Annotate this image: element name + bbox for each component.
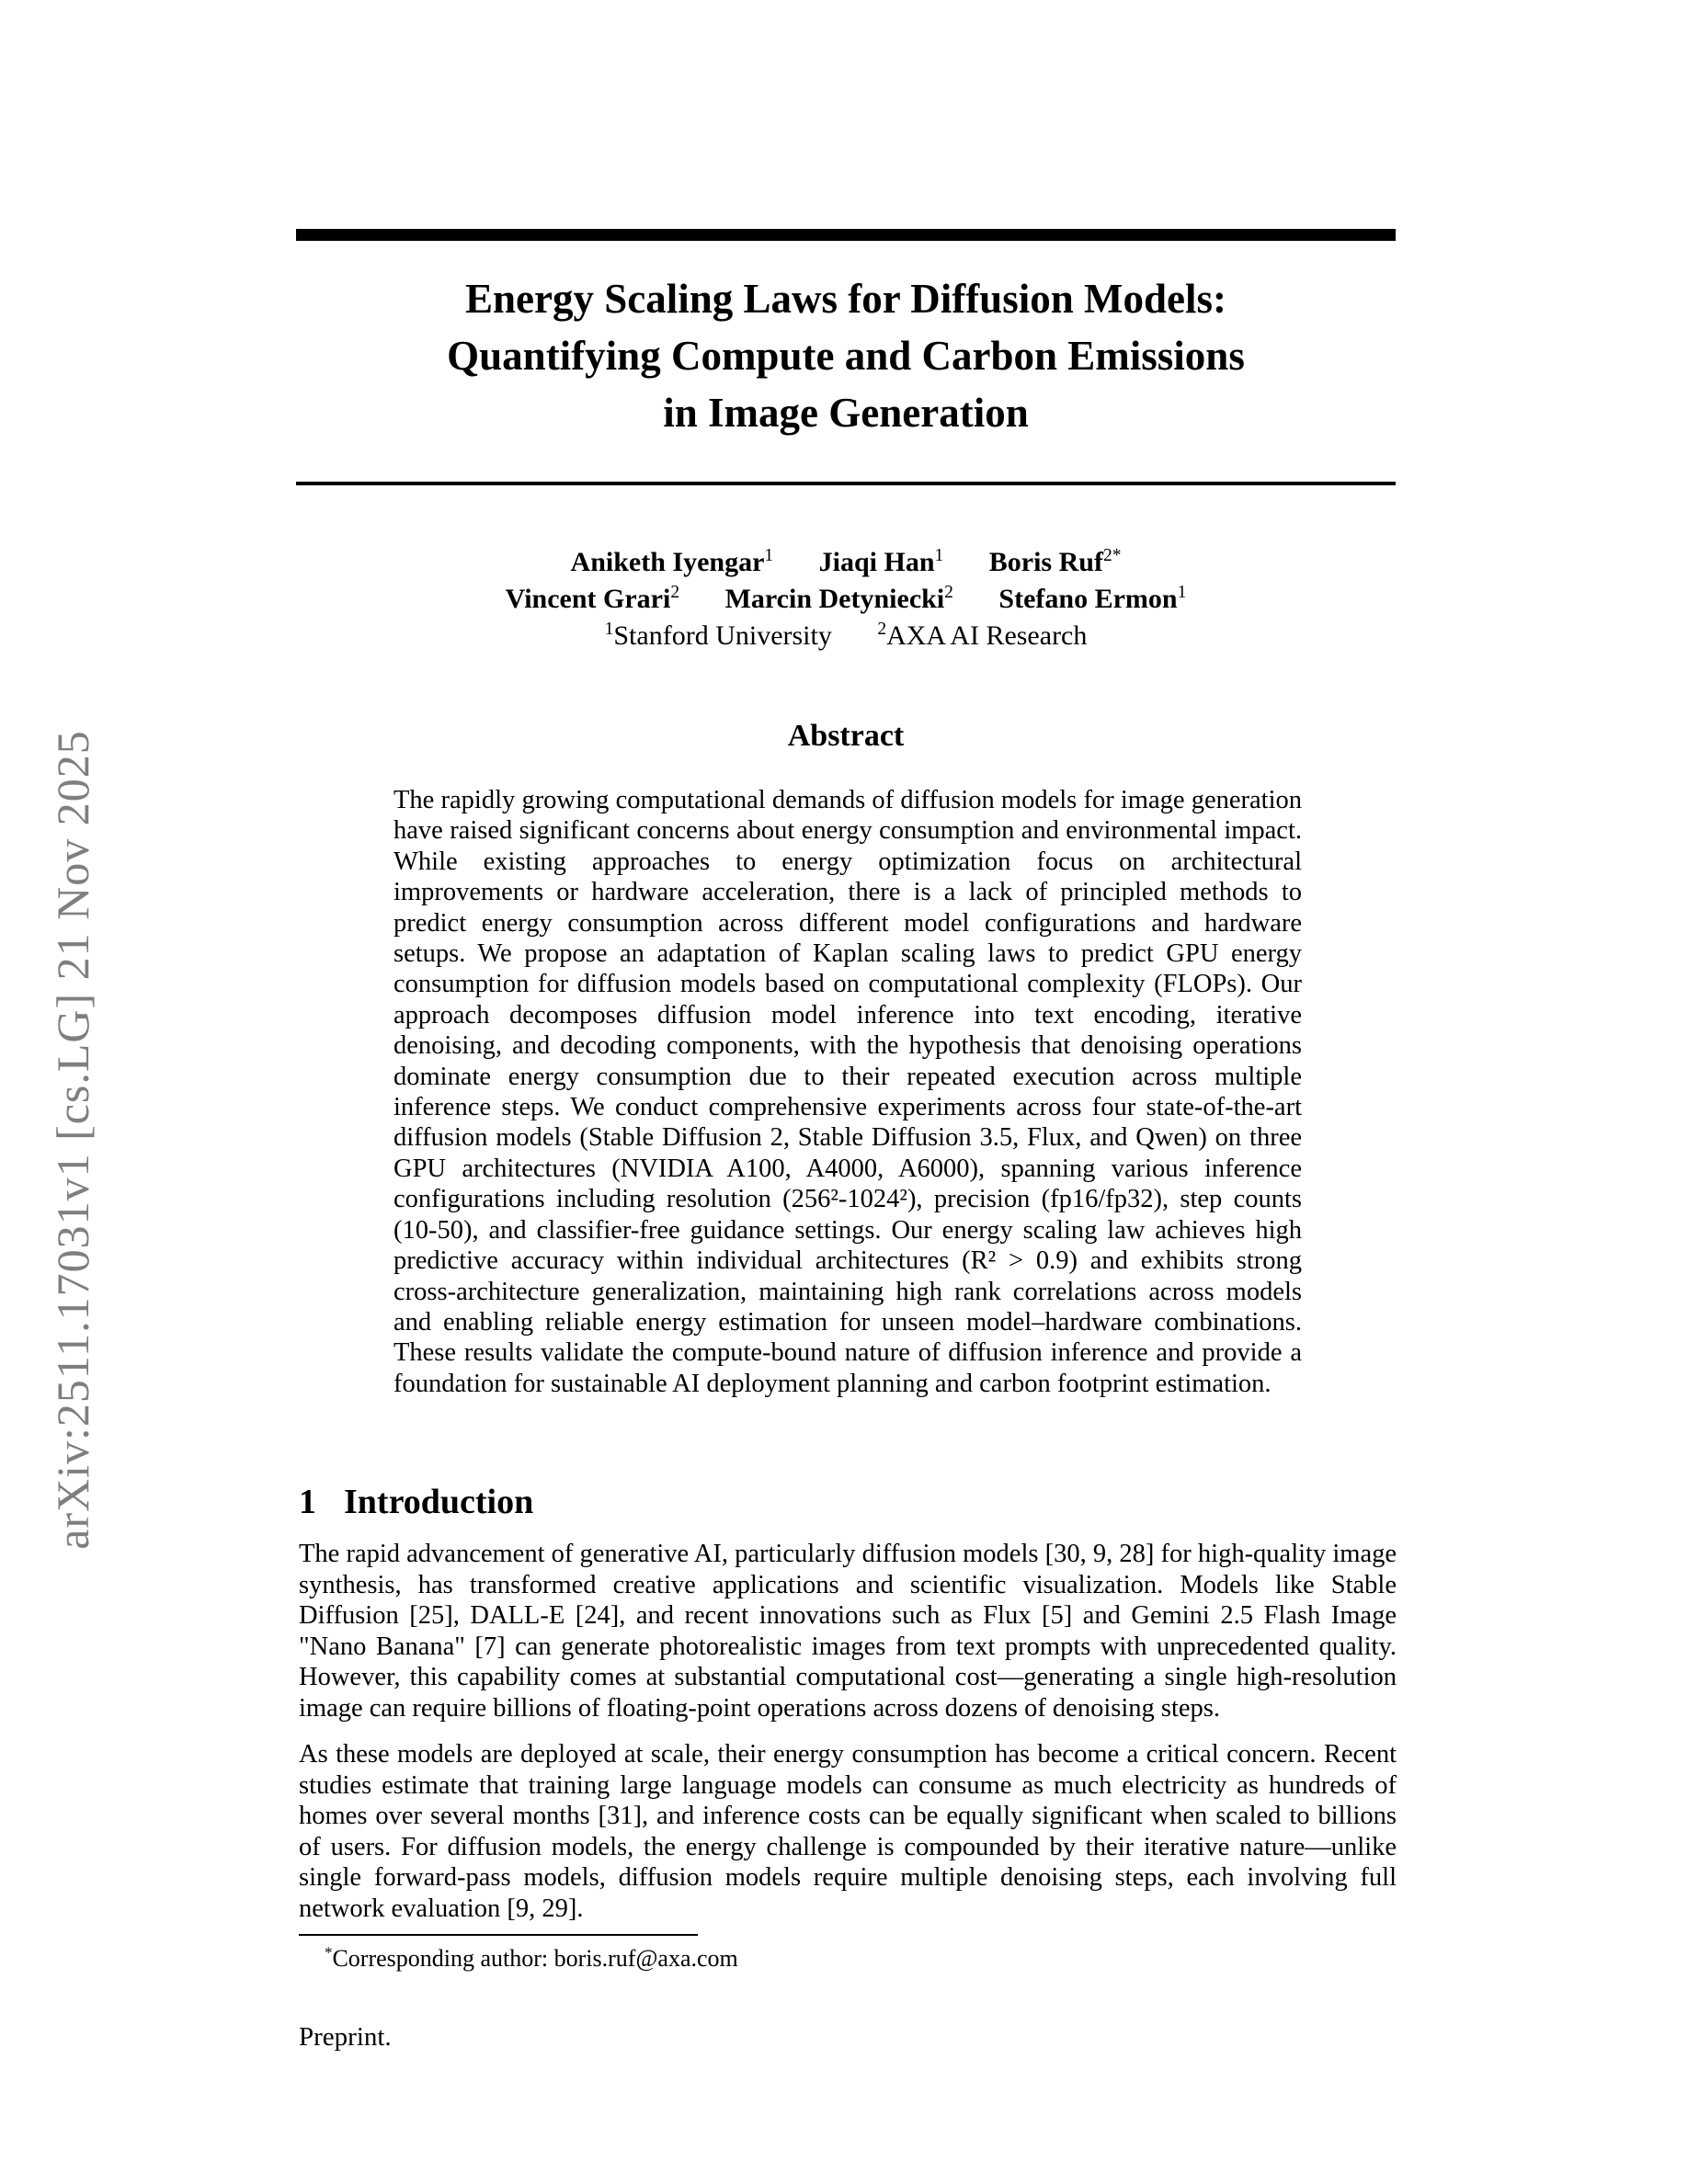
- footnote-text: Corresponding author: boris.ruf@axa.com: [332, 1945, 738, 1972]
- section-title: Introduction: [344, 1483, 534, 1521]
- authors-block: [296, 544, 1396, 654]
- author: [989, 544, 1122, 581]
- paper-title: [296, 270, 1396, 441]
- affiliation: [877, 618, 1087, 654]
- affiliation-superscript: 2: [877, 620, 887, 639]
- author-name: Marcin Detyniecki: [724, 584, 945, 614]
- preprint-label: Preprint.: [299, 2022, 392, 2052]
- author: [725, 581, 953, 618]
- section-heading: [299, 1482, 533, 1522]
- title-line-1: Energy Scaling Laws for Diffusion Models:: [465, 276, 1226, 322]
- intro-paragraph-1: The rapid advancement of generative AI, particularly diffusion models [30, 9, 28] for high-quality image synthesis, has transformed creative applications and scientific visualization. Models like Stable Diffusion [25], DALL-E [24], and recent innovations such as Flux [5] and Gemini 2.5 Flash Image "Nano Banana" [7] can generate photorealistic images from text prompts with unprecedented quality. However, this capability comes at substantial computational cost—generating a single high-resolution image can require billions of floating-point operations across dozens of denoising steps.: [299, 1540, 1397, 1723]
- affiliation: [605, 618, 832, 654]
- title-line-3: in Image Generation: [663, 390, 1029, 436]
- author-superscript: 1: [1177, 583, 1187, 602]
- affiliation-name: AXA AI Research: [886, 620, 1088, 651]
- section-number: 1: [299, 1483, 316, 1521]
- footnote-marker: *: [325, 1943, 333, 1962]
- author-superscript: 2: [670, 583, 680, 602]
- author: [506, 581, 679, 618]
- author-superscript: 1: [764, 546, 774, 565]
- title-top-rule: [296, 229, 1396, 241]
- author-name: Boris Ruf: [988, 547, 1103, 577]
- footnote: [299, 1945, 1218, 1973]
- title-line-2: Quantifying Compute and Carbon Emissions: [447, 333, 1245, 379]
- author-superscript: 2*: [1102, 546, 1122, 565]
- authors-row-2: [296, 581, 1396, 618]
- footnote-rule: [299, 1934, 698, 1936]
- author: [998, 581, 1186, 618]
- abstract-heading: Abstract: [787, 719, 905, 753]
- title-bottom-rule: [296, 482, 1396, 485]
- author-name: Jiaqi Han: [818, 547, 935, 577]
- author: [819, 544, 944, 581]
- arxiv-watermark: arXiv:2511.17031v1 [cs.LG] 21 Nov 2025: [47, 730, 98, 1550]
- affiliations-row: [296, 618, 1396, 654]
- author-name: Aniketh Iyengar: [570, 547, 765, 577]
- author-name: Vincent Grari: [505, 584, 671, 614]
- author-superscript: 2: [944, 583, 953, 602]
- affiliation-name: Stanford University: [613, 620, 832, 651]
- affiliation-superscript: 1: [604, 620, 614, 639]
- abstract-text: The rapidly growing computational demands of diffusion models for image generation have raised significant concerns about energy consumption and environmental impact. While existing approaches to energy optimization focus on architectural improvements or hardware acceleration, there is a lack of principled methods to predict energy consumption across different model configurations and hardware setups. We propose an adaptation of Kaplan scaling laws to predict GPU energy consumption for diffusion models based on computational complexity (FLOPs). Our approach decomposes diffusion model inference into text encoding, iterative denoising, and decoding components, with the hypothesis that denoising operations dominate energy consumption due to their repeated execution across multiple inference steps. We conduct comprehensive experiments across four state-of-the-art diffusion models (Stable Diffusion 2, Stable Diffusion 3.5, Flux, and Qwen) on three GPU architectures (NVIDIA A100, A4000, A6000), spanning various inference configurations including resolution (256²-1024²), precision (fp16/fp32), step counts (10-50), and classifier-free guidance settings. Our energy scaling law achieves high predictive accuracy within individual architectures (R² > 0.9) and exhibits strong cross-architecture generalization, maintaining high rank correlations across models and enabling reliable energy estimation for unseen model–hardware combinations. These results validate the compute-bound nature of diffusion inference and provide a foundation for sustainable AI deployment planning and carbon footprint estimation.: [393, 786, 1302, 1398]
- author-superscript: 1: [934, 546, 944, 565]
- author: [571, 544, 774, 581]
- authors-row-1: [296, 544, 1396, 581]
- intro-paragraph-2: As these models are deployed at scale, their energy consumption has become a critical concern. Recent studies estimate that training large language models can consume as much electricity as hundreds of homes over several months [31], and inference costs can be equally significant when scaled to billions of users. For diffusion models, the energy challenge is compounded by their iterative nature—unlike single forward-pass models, diffusion models require multiple denoising steps, each involving full network evaluation [9, 29].: [299, 1740, 1397, 1923]
- author-name: Stefano Ermon: [998, 584, 1178, 614]
